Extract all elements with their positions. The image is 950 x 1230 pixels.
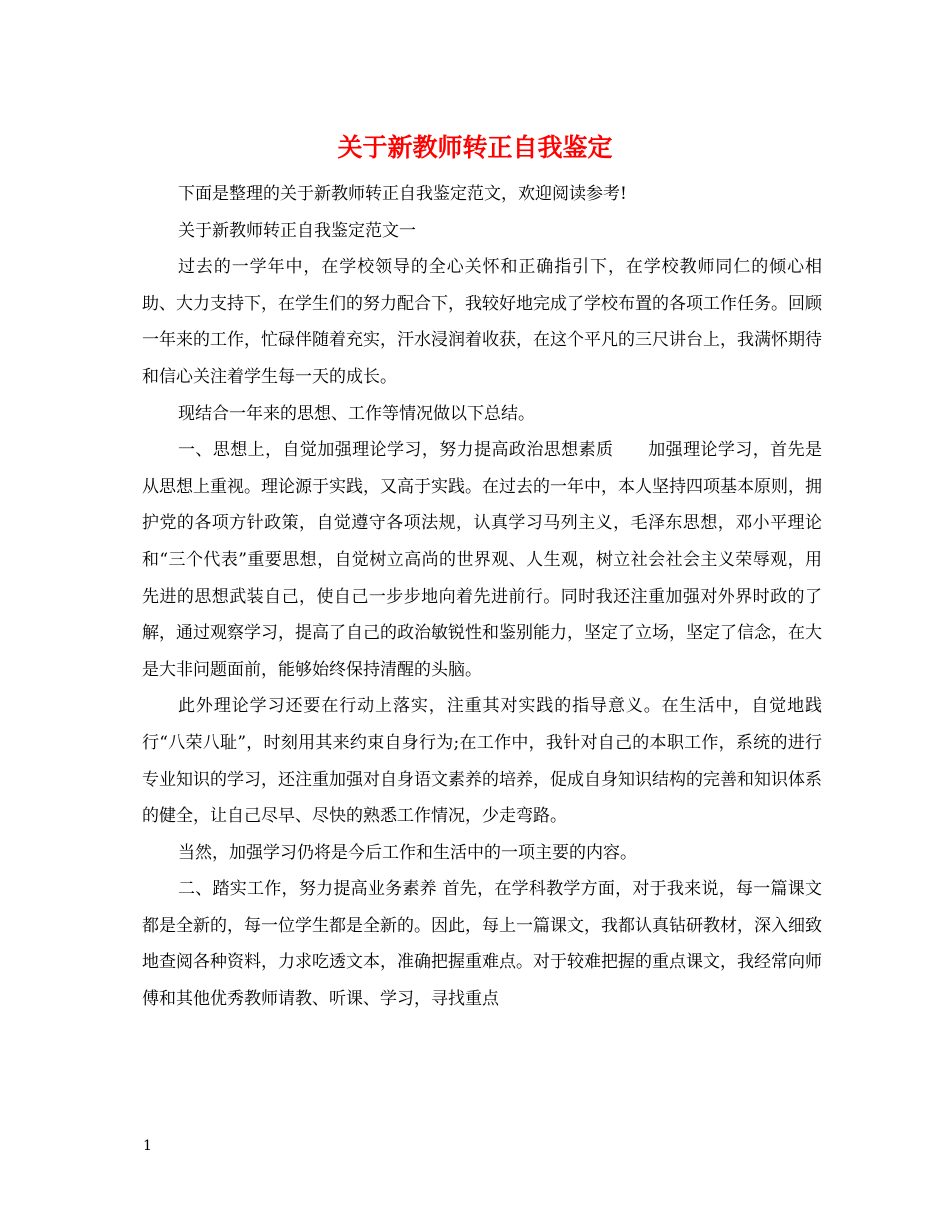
paragraph-section-two: 二、踏实工作，努力提高业务素养 首先，在学科教学方面，对于我来说，每一篇课文都是全新的，每一位学生都是全新的。因此，每上一篇课文，我都认真钻研教材，深入细致地查阅各种资料，力求吃透文本，准确把握重难点。对于较难把握的重点课文，我经常向师傅和其他优秀教师请教、听课、学习，寻找重点 — [142, 879, 822, 1010]
page-number: 1 — [143, 1138, 152, 1154]
paragraph-continued-study: 当然，加强学习仍将是今后工作和生活中的一项主要的内容。 — [178, 842, 637, 863]
paragraph-intro: 下面是整理的关于新教师转正自我鉴定范文，欢迎阅读参考! — [178, 184, 627, 204]
paragraph-summary-lead: 现结合一年来的思想、工作等情况做以下总结。 — [178, 403, 535, 424]
paragraph-section-one: 一、思想上，自觉加强理论学习，努力提高政治思想素质 加强理论学习，首先是从思想上重视。理论源于实践，又高于实践。在过去的一年中，本人坚持四项基本原则，拥护党的各项方针政策，自觉遵守各项法规，认真学习马列主义，毛泽东思想，邓小平理论和“三个代表”重要思想，自觉树立高尚的世界观、人生观，树立社会社会主义荣辱观，用先进的思想武装自己，使自己一步步地向着先进前行。同时我还注重加强对外界时政的了解，通过观察学习，提高了自己的政治敏锐性和鉴别能力，坚定了立场，坚定了信念，在大是大非问题面前，能够始终保持清醒的头脑。 — [142, 440, 822, 680]
paragraph-practice: 此外理论学习还要在行动上落实，注重其对实践的指导意义。在生活中，自觉地践行“八荣八耻”，时刻用其来约束自身行为;在工作中，我针对自己的本职工作，系统的进行专业知识的学习，还注重加强对自身语文素养的培养，促成自身知识结构的完善和知识体系的健全，让自己尽早、尽快的熟悉工作情况，少走弯路。 — [142, 696, 822, 827]
document-body — [142, 176, 822, 1018]
page-title: 关于新教师转正自我鉴定 — [337, 133, 613, 162]
paragraph-review: 过去的一学年中，在学校领导的全心关怀和正确指引下，在学校教师同仁的倾心相助、大力支持下，在学生们的努力配合下，我较好地完成了学校布置的各项工作任务。回顾一年来的工作，忙碌伴随着充实，汗水浸润着收获，在这个平凡的三尺讲台上，我满怀期待和信心关注着学生每一天的成长。 — [142, 257, 822, 387]
paragraph-subtitle: 关于新教师转正自我鉴定范文一 — [178, 220, 416, 241]
